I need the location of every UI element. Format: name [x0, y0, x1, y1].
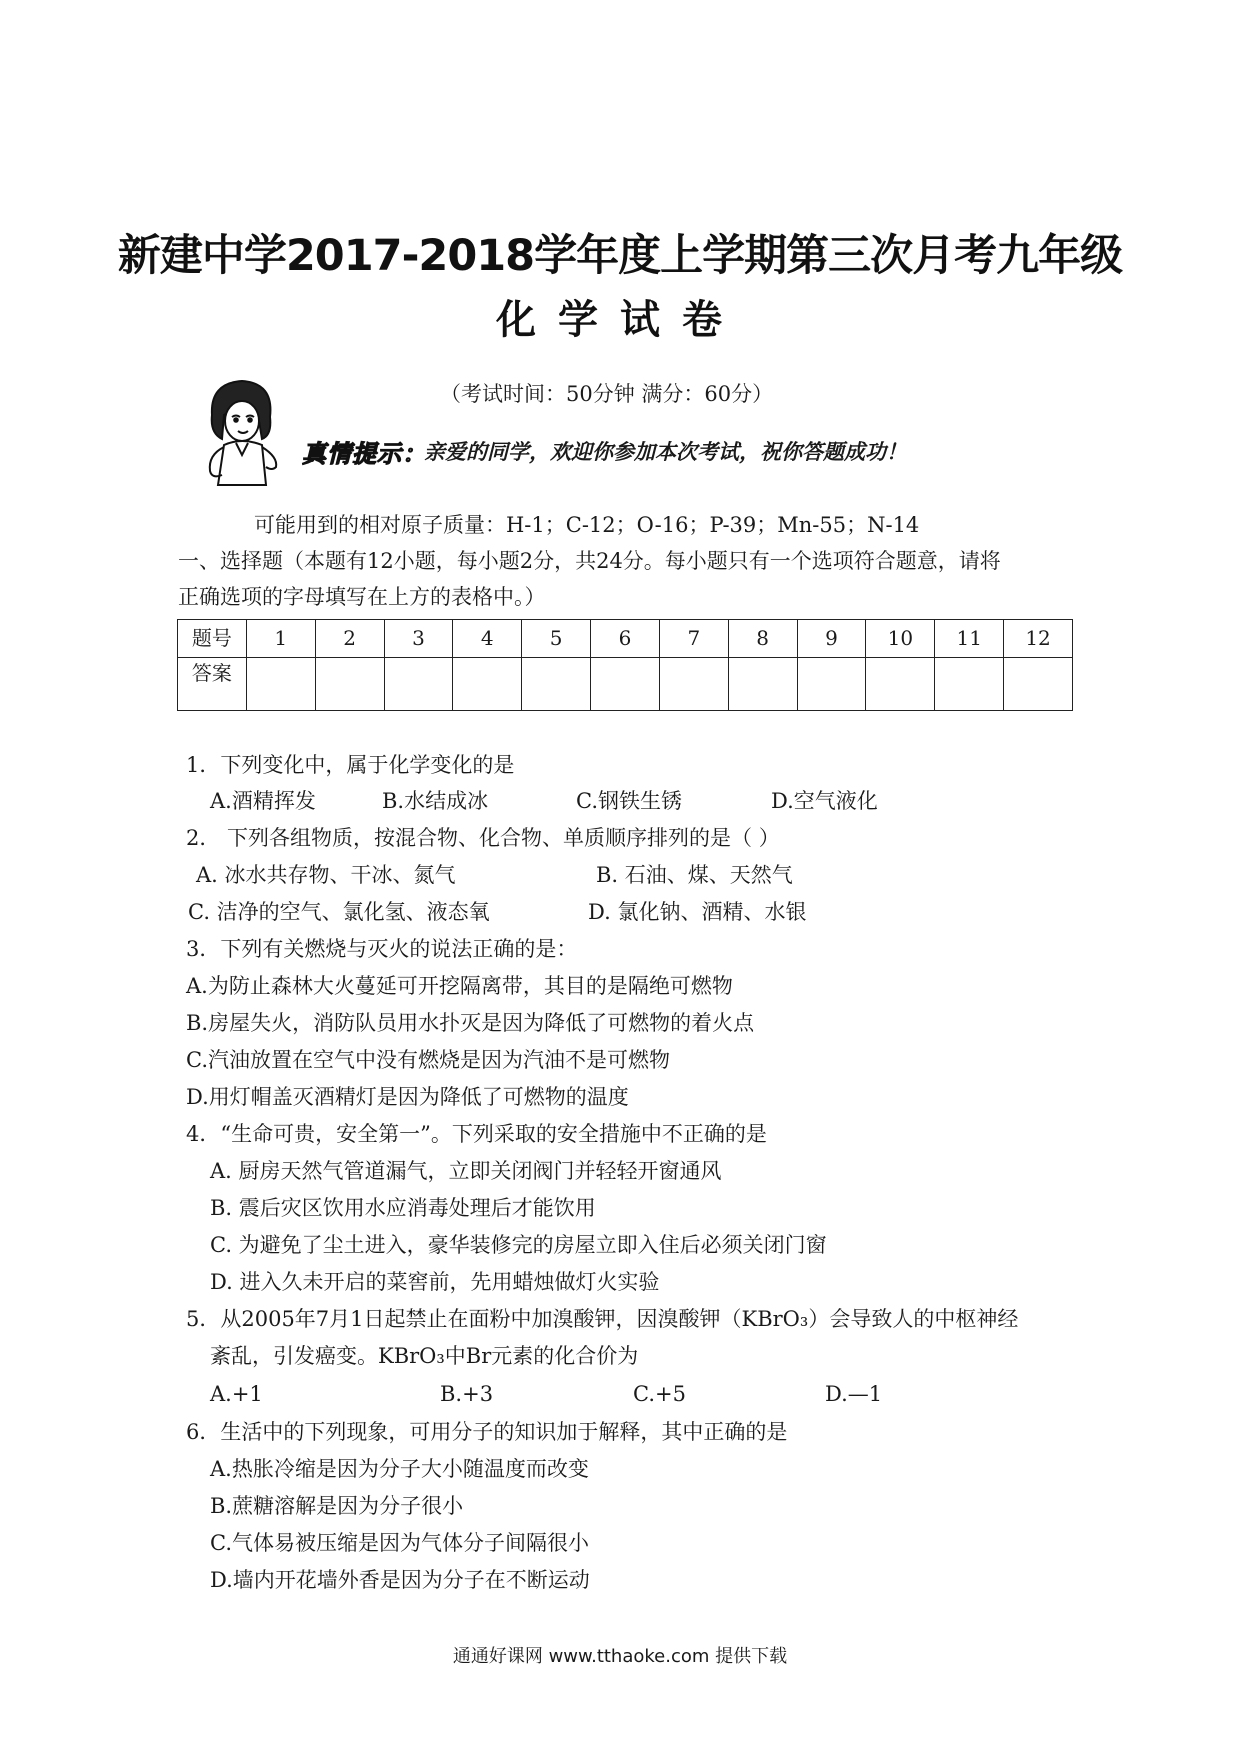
q2-option-a: A. 冰水共存物、干冰、氮气 [196, 863, 456, 887]
answer-cell[interactable] [522, 658, 591, 711]
q1-option-d: D.空气液化 [771, 789, 878, 813]
q5-option-c: C.+5 [633, 1382, 686, 1406]
q2-stem: 2． 下列各组物质，按混合物、化合物、单质顺序排列的是（ ） [186, 826, 780, 850]
q2-option-c: C. 洁净的空气、氯化氢、液态氧 [188, 900, 490, 924]
question-number-cell: 3 [384, 620, 453, 658]
answer-cell[interactable] [866, 658, 935, 711]
q3-option-a: A.为防止森林大火蔓延可开挖隔离带，其目的是隔绝可燃物 [186, 974, 733, 998]
exam-info: （考试时间：50分钟 满分：60分） [440, 382, 774, 406]
q4-stem: 4．“生命可贵，安全第一”。下列采取的安全措施中不正确的是 [186, 1122, 767, 1146]
answer-cell[interactable] [659, 658, 728, 711]
q4-option-d: D. 进入久未开启的菜窖前，先用蜡烛做灯火实验 [210, 1270, 660, 1294]
q1-option-b: B.水结成冰 [382, 789, 489, 813]
q3-option-d: D.用灯帽盖灭酒精灯是因为降低了可燃物的温度 [186, 1085, 629, 1109]
q3-stem: 3．下列有关燃烧与灭火的说法正确的是： [186, 937, 578, 961]
q6-option-a: A.热胀冷缩是因为分子大小随温度而改变 [210, 1457, 589, 1481]
answer-cell[interactable] [246, 658, 315, 711]
question-number-cell: 5 [522, 620, 591, 658]
question-number-cell: 4 [453, 620, 522, 658]
q3-option-c: C.汽油放置在空气中没有燃烧是因为汽油不是可燃物 [186, 1048, 670, 1072]
table-header-number: 题号 [178, 620, 247, 658]
q1-option-c: C.钢铁生锈 [576, 789, 682, 813]
table-header-answer: 答案 [178, 658, 247, 711]
table-row [178, 620, 1073, 658]
q6-option-c: C.气体易被压缩是因为气体分子间隔很小 [210, 1531, 589, 1555]
q4-option-b: B. 震后灾区饮用水应消毒处理后才能饮用 [210, 1196, 596, 1220]
q2-option-b: B. 石油、煤、天然气 [596, 863, 793, 887]
question-number-cell: 7 [659, 620, 728, 658]
q3-option-b: B.房屋失火，消防队员用水扑灭是因为降低了可燃物的着火点 [186, 1011, 755, 1035]
answer-table [177, 619, 1073, 711]
q6-option-b: B.蔗糖溶解是因为分子很小 [210, 1494, 464, 1518]
answer-cell[interactable] [935, 658, 1004, 711]
exam-subtitle: 化学试卷 [496, 297, 744, 343]
section-heading-line2: 正确选项的字母填写在上方的表格中。） [178, 585, 546, 609]
table-row [178, 658, 1073, 711]
q4-option-a: A. 厨房天然气管道漏气，立即关闭阀门并轻轻开窗通风 [210, 1159, 722, 1183]
question-number-cell: 12 [1004, 620, 1073, 658]
q4-option-c: C. 为避免了尘土进入，豪华装修完的房屋立即入住后必须关闭门窗 [210, 1233, 827, 1257]
q5-stem-line1: 5．从2005年7月1日起禁止在面粉中加溴酸钾，因溴酸钾（KBrO₃）会导致人的中枢神经 [186, 1307, 1019, 1331]
page-footer: 通通好课网 www.tthaoke.com 提供下载 [452, 1646, 788, 1667]
tip-text: 亲爱的同学，欢迎你参加本次考试，祝你答题成功！ [424, 439, 907, 464]
answer-cell[interactable] [315, 658, 384, 711]
question-number-cell: 10 [866, 620, 935, 658]
question-number-cell: 1 [246, 620, 315, 658]
exam-title: 新建中学2017-2018学年度上学期第三次月考九年级 [117, 231, 1123, 281]
question-number-cell: 8 [728, 620, 797, 658]
question-number-cell: 2 [315, 620, 384, 658]
q5-option-b: B.+3 [440, 1382, 494, 1406]
answer-cell[interactable] [384, 658, 453, 711]
tip-label: 真情提示： [302, 439, 427, 468]
q5-option-d: D.—1 [825, 1382, 883, 1406]
question-number-cell: 9 [797, 620, 866, 658]
question-number-cell: 11 [935, 620, 1004, 658]
answer-cell[interactable] [797, 658, 866, 711]
answer-cell[interactable] [1004, 658, 1073, 711]
q5-option-a: A.+1 [210, 1382, 263, 1406]
answer-cell[interactable] [453, 658, 522, 711]
answer-cell[interactable] [591, 658, 660, 711]
atomic-masses: 可能用到的相对原子质量：H-1；C-12；O-16；P-39；Mn-55；N-14 [254, 513, 920, 537]
section-heading-line1: 一、选择题（本题有12小题，每小题2分，共24分。每小题只有一个选项符合题意，请将 [178, 549, 1001, 573]
q2-option-d: D. 氯化钠、酒精、水银 [588, 900, 807, 924]
question-number-cell: 6 [591, 620, 660, 658]
q1-option-a: A.酒精挥发 [210, 789, 316, 813]
q6-stem: 6．生活中的下列现象，可用分子的知识加于解释，其中正确的是 [186, 1420, 788, 1444]
q6-option-d: D.墙内开花墙外香是因为分子在不断运动 [210, 1568, 590, 1592]
q1-stem: 1．下列变化中，属于化学变化的是 [186, 753, 515, 777]
q5-stem-line2: 紊乱，引发癌变。KBrO₃中Br元素的化合价为 [210, 1344, 639, 1368]
answer-cell[interactable] [728, 658, 797, 711]
student-cartoon-icon [192, 375, 292, 495]
